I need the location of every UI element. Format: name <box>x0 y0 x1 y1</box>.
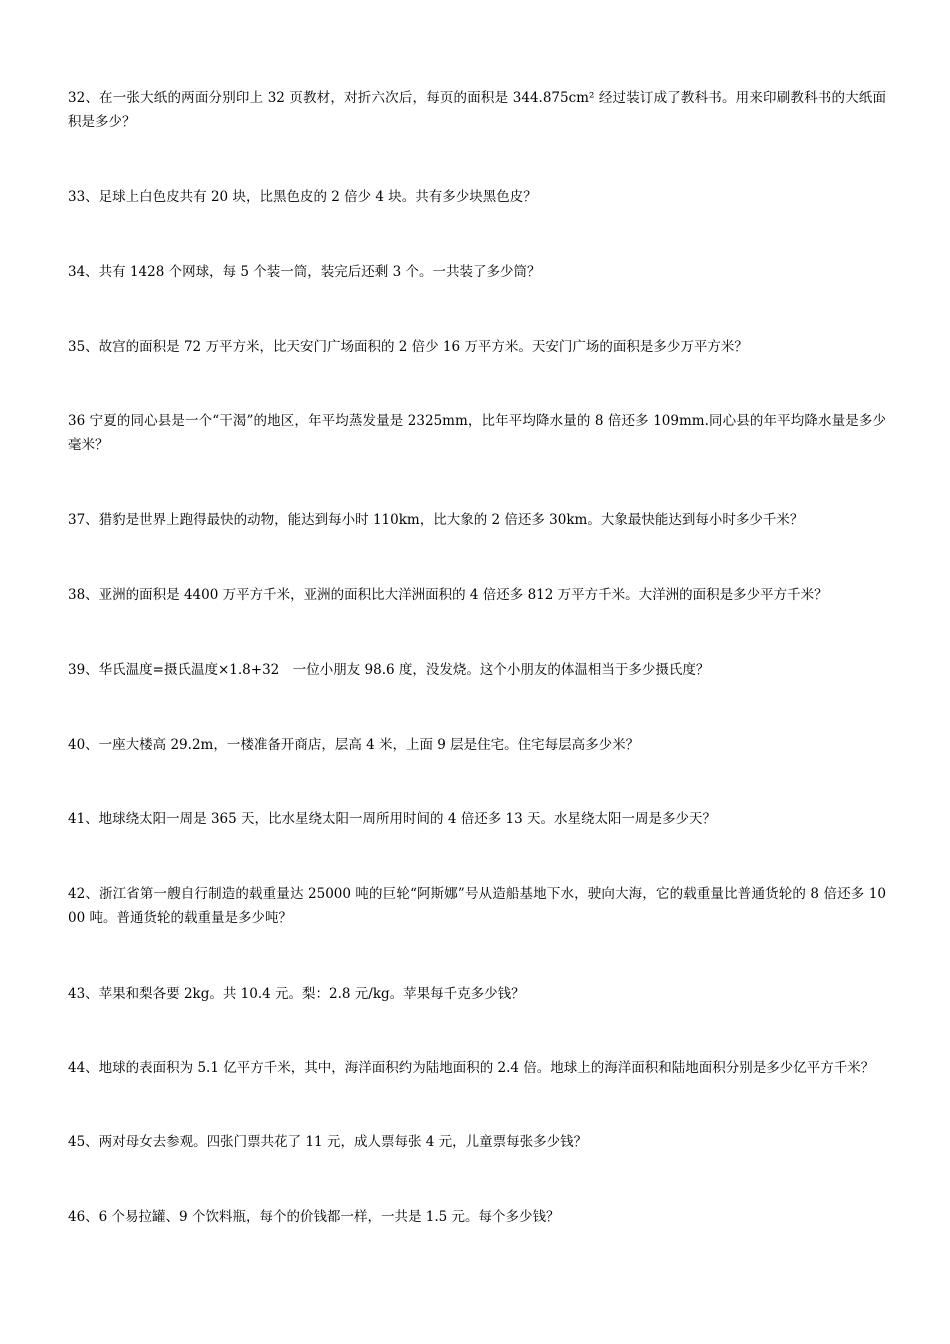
question-37: 37、猎豹是世界上跑得最快的动物，能达到每小时 110km，比大象的 2 倍还多 30km。大象最快能达到每小时多少千米？ <box>68 512 804 528</box>
question-34: 34、共有 1428 个网球，每 5 个装一筒，装完后还剩 3 个。一共装了多少筒？ <box>68 264 541 280</box>
question-39: 39、华氏温度=摄氏温度×1.8+32 一位小朋友 98.6 度，没发烧。这个小朋友的体温相当于多少摄氏度？ <box>68 662 710 678</box>
question-45: 45、两对母女去参观。四张门票共花了 11 元，成人票每张 4 元，儿童票每张多少钱？ <box>68 1134 588 1150</box>
question-42: 42、浙江省第一艘自行制造的载重量达 25000 吨的巨轮“阿斯娜”号从造船基地下水，驶向大海，它的载重量比普通货轮的 8 倍还多 1000 吨。普通货轮的载重量是多少吨？ <box>68 886 886 926</box>
question-32: 32、在一张大纸的两面分别印上 32 页教材，对折六次后，每页的面积是 344.875cm² 经过装订成了教科书。用来印刷教科书的大纸面积是多少？ <box>68 90 886 130</box>
question-35: 35、故宫的面积是 72 万平方米，比天安门广场面积的 2 倍少 16 万平方米。天安门广场的面积是多少万平方米？ <box>68 339 748 355</box>
question-38: 38、亚洲的面积是 4400 万平方千米，亚洲的面积比大洋洲面积的 4 倍还多 812 万平方千米。大洋洲的面积是多少平方千米？ <box>68 587 828 603</box>
question-41: 41、地球绕太阳一周是 365 天，比水星绕太阳一周所用时间的 4 倍还多 13 天。水星绕太阳一周是多少天？ <box>68 811 716 827</box>
question-36: 36 宁夏的同心县是一个“干渴”的地区，年平均蒸发量是 2325mm，比年平均降水量的 8 倍还多 109mm.同心县的年平均降水量是多少毫米？ <box>68 413 886 453</box>
question-40: 40、一座大楼高 29.2m，一楼准备开商店，层高 4 米，上面 9 层是住宅。住宅每层高多少米？ <box>68 737 640 753</box>
question-33: 33、足球上白色皮共有 20 块，比黑色皮的 2 倍少 4 块。共有多少块黑色皮？ <box>68 189 537 205</box>
question-46: 46、6 个易拉罐、9 个饮料瓶，每个的价钱都一样，一共是 1.5 元。每个多少钱？ <box>68 1209 560 1225</box>
question-43: 43、苹果和梨各要 2kg。共 10.4 元。梨：2.8 元/kg。苹果每千克多少钱？ <box>68 986 525 1002</box>
question-44: 44、地球的表面积为 5.1 亿平方千米，其中，海洋面积约为陆地面积的 2.4 倍。地球上的海洋面积和陆地面积分别是多少亿平方千米？ <box>68 1060 875 1076</box>
